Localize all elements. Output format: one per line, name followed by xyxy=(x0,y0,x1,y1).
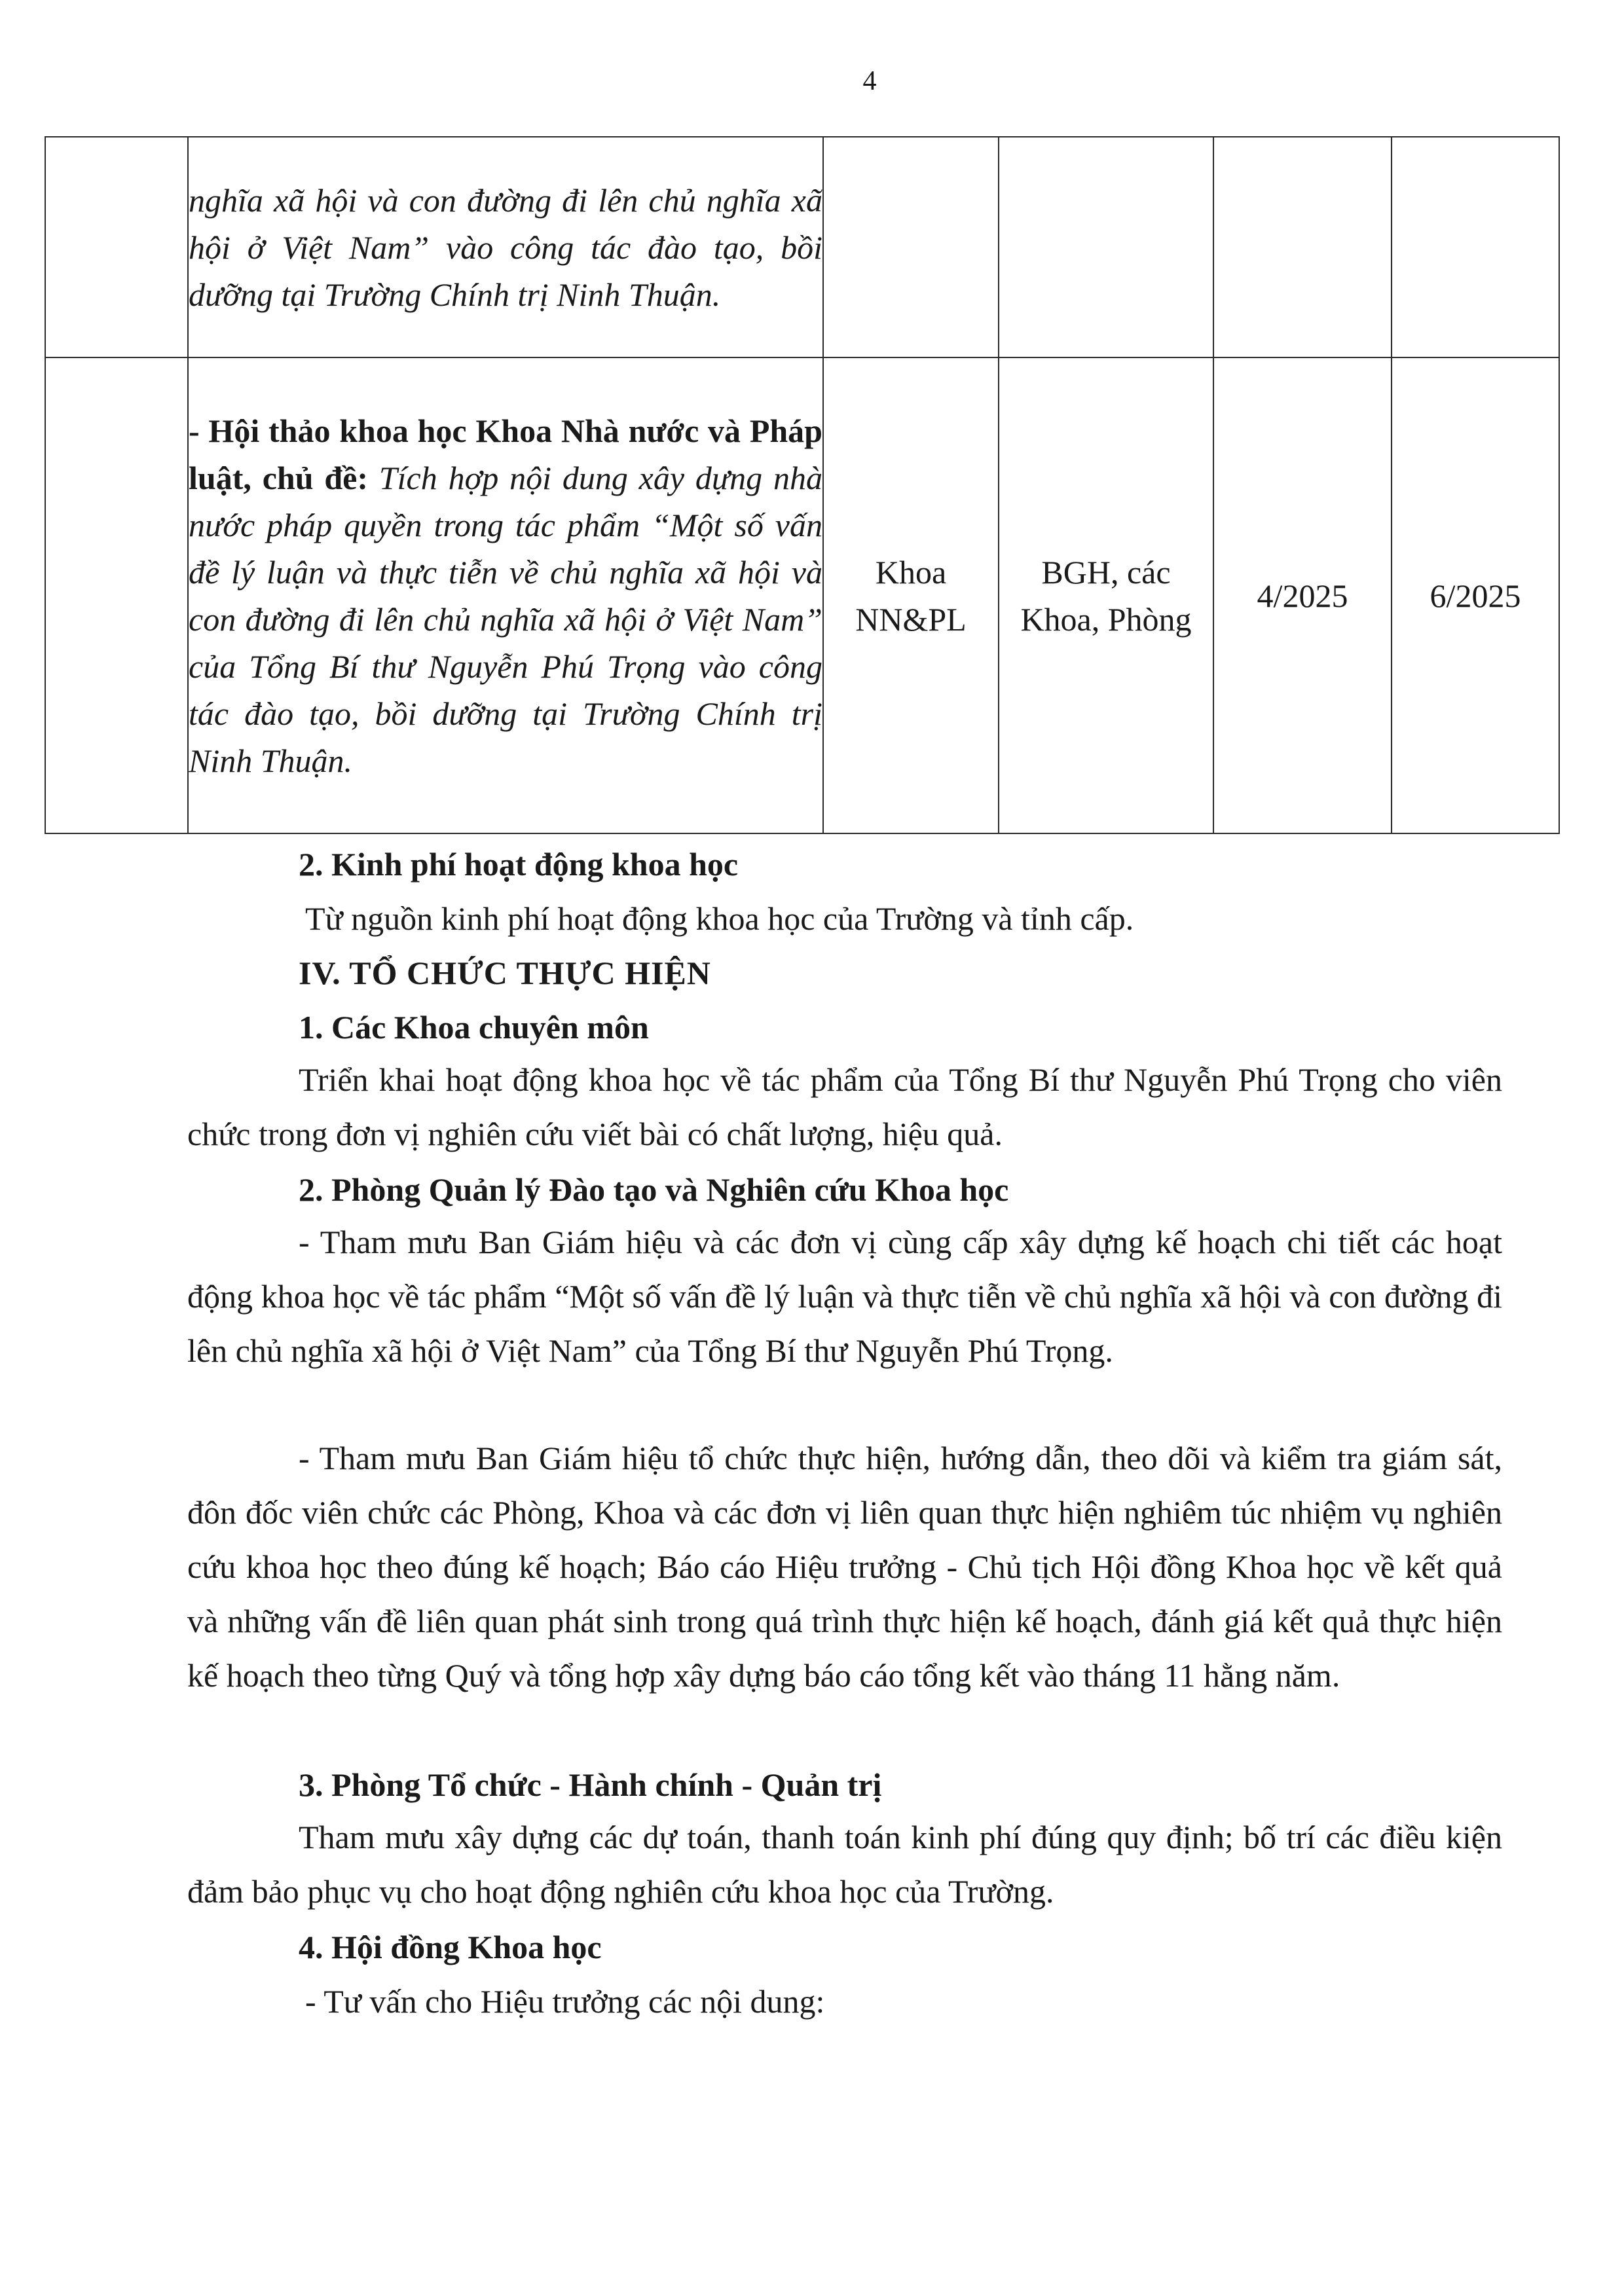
start-cell xyxy=(1213,357,1392,833)
s2-text-2: - Tham mưu Ban Giám hiệu tổ chức thực hiện, hướng dẫn, theo dõi và kiểm tra giám sát, đôn đốc viên chức các Phòng, Khoa và các đơn vị liên quan thực hiện nghiêm túc nhiệm vụ nghiên cứu khoa học theo đúng kế hoạch; Báo cáo Hiệu trưởng - Chủ tịch Hội đồng Khoa học về kết quả và những vấn đề liên quan phát sinh trong quá trình thực hiện kế hoạch, đánh giá kết quả thực hiện kế hoạch theo từng Quý và tổng hợp xây dựng báo cáo tổng kết vào tháng 11 hằng năm. xyxy=(187,1440,1502,1694)
s2-paragraph-1 xyxy=(187,1215,1502,1378)
coordinating-unit-cell xyxy=(999,357,1213,833)
s2-text-1: - Tham mưu Ban Giám hiệu và các đơn vị cùng cấp xây dựng kế hoạch chi tiết các hoạt động khoa học về tác phẩm “Một số vấn đề lý luận và thực tiễn về chủ nghĩa xã hội và con đường đi lên chủ nghĩa xã hội ở Việt Nam” của Tổng Bí thư Nguyễn Phú Trọng. xyxy=(187,1224,1502,1369)
lead-unit-text: Khoa NN&PL xyxy=(855,553,967,638)
start-date: 4/2025 xyxy=(1257,577,1348,614)
s4-text: - Tư vấn cho Hiệu trưởng các nội dung: xyxy=(305,1983,825,2020)
start-cell xyxy=(1213,137,1392,357)
stt-cell xyxy=(45,137,188,357)
s4-heading: 4. Hội đồng Khoa học xyxy=(299,1929,602,1965)
plan-table xyxy=(45,136,1560,834)
coordinating-unit-cell xyxy=(999,137,1213,357)
content-text: nghĩa xã hội và con đường đi lên chủ nghĩa xã hội ở Việt Nam” vào công tác đào tạo, bồi dưỡng tại Trường Chính trị Ninh Thuận. xyxy=(189,181,822,313)
content-bold-text: - Hội thảo khoa học Khoa Nhà nước và Pháp luật, chủ đề: xyxy=(189,412,822,496)
lead-unit-cell xyxy=(823,357,999,833)
content-cell xyxy=(188,137,823,357)
s3-heading: 3. Phòng Tổ chức - Hành chính - Quản trị xyxy=(299,1766,882,1803)
content-italic-text: Tích hợp nội dung xây dựng nhà nước pháp quyền trong tác phẩm “Một số vấn đề lý luận và thực tiễn về chủ nghĩa xã hội và con đường đi lên chủ nghĩa xã hội ở Việt Nam” của Tổng Bí thư Nguyễn Phú Trọng vào công tác đào tạo, bồi dưỡng tại Trường Chính trị Ninh Thuận. xyxy=(189,459,823,779)
s1-paragraph xyxy=(187,1053,1502,1161)
table-row xyxy=(45,137,1559,357)
end-cell xyxy=(1392,357,1559,833)
s3-paragraph xyxy=(187,1810,1502,1919)
funding-heading: 2. Kinh phí hoạt động khoa học xyxy=(299,846,739,883)
table-row xyxy=(45,357,1559,833)
funding-text: Từ nguồn kinh phí hoạt động khoa học của Trường và tỉnh cấp. xyxy=(305,900,1134,937)
s1-text: Triển khai hoạt động khoa học về tác phẩm của Tổng Bí thư Nguyễn Phú Trọng cho viên chức trong đơn vị nghiên cứu viết bài có chất lượng, hiệu quả. xyxy=(187,1061,1502,1152)
content-cell xyxy=(188,357,823,833)
section-iv-heading: IV. TỔ CHỨC THỰC HIỆN xyxy=(299,955,711,991)
lead-unit-cell xyxy=(823,137,999,357)
s1-heading: 1. Các Khoa chuyên môn xyxy=(299,1009,649,1046)
s2-heading: 2. Phòng Quản lý Đào tạo và Nghiên cứu Khoa học xyxy=(299,1171,1009,1208)
coordinating-unit-text: BGH, các Khoa, Phòng xyxy=(1020,553,1192,638)
s2-paragraph-2 xyxy=(187,1431,1502,1703)
stt-cell xyxy=(45,357,188,833)
end-cell xyxy=(1392,137,1559,357)
end-date: 6/2025 xyxy=(1430,577,1521,614)
s3-text: Tham mưu xây dựng các dự toán, thanh toán kinh phí đúng quy định; bố trí các điều kiện đảm bảo phục vụ cho hoạt động nghiên cứu khoa học của Trường. xyxy=(187,1819,1502,1910)
page-number: 4 xyxy=(862,66,877,96)
